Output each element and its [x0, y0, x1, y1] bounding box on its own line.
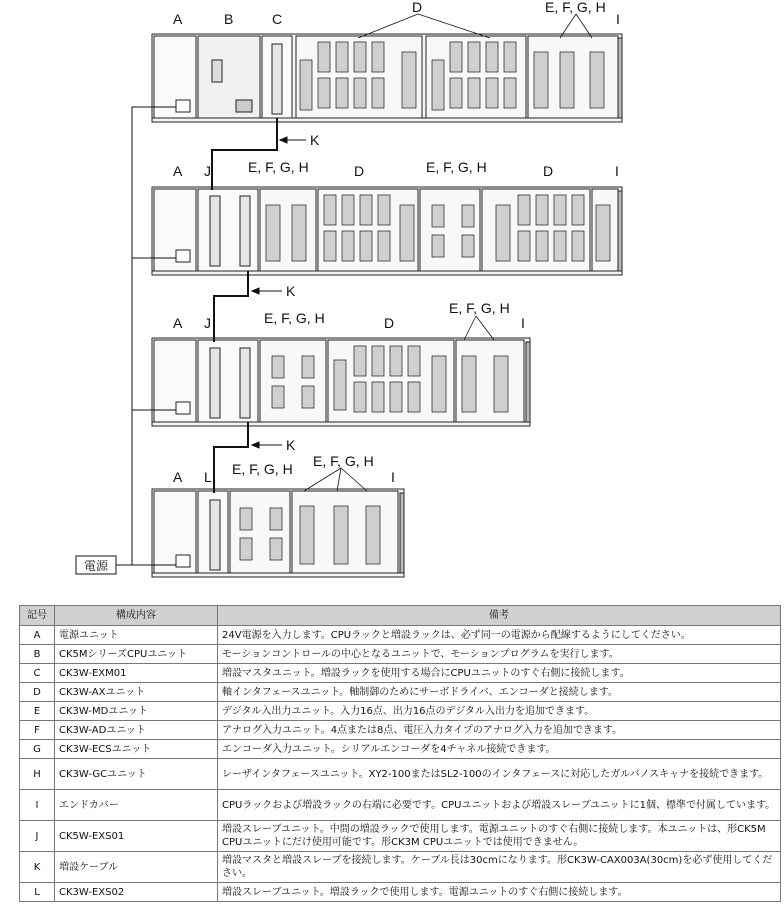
rack-4-labels	[173, 453, 395, 485]
row-symbol: J	[20, 821, 55, 852]
table-row	[20, 759, 781, 790]
row-symbol: E	[20, 702, 55, 721]
row-symbol: G	[20, 740, 55, 759]
table-row	[20, 883, 781, 902]
row-note: デジタル入出力ユニット。入力16点、出力16点のデジタル入出力を追加できます。	[218, 702, 781, 721]
row-symbol: K	[20, 852, 55, 883]
row-note: 24V電源を入力します。CPUラックと増設ラックは、必ず同一の電源から配線するようにしてください。	[218, 626, 781, 645]
header-symbol: 記号	[20, 606, 55, 626]
row-configuration: CK3W-AXユニット	[55, 683, 218, 702]
configuration-table	[19, 605, 781, 902]
label-a: A	[173, 469, 183, 485]
label-i: I	[616, 11, 620, 27]
table-row	[20, 664, 781, 683]
power-label: 電源	[84, 559, 109, 573]
row-symbol: C	[20, 664, 55, 683]
row-configuration: CK3W-EXM01	[55, 664, 218, 683]
table-row	[20, 721, 781, 740]
table-row	[20, 626, 781, 645]
table-row	[20, 645, 781, 664]
row-symbol: A	[20, 626, 55, 645]
power-supply-box	[76, 556, 116, 574]
row-note: モーションコントロールの中心となるユニットで、モーションプログラムを実行します。	[218, 645, 781, 664]
table-row	[20, 790, 781, 821]
rack-2-labels	[173, 159, 619, 179]
row-configuration: 増設ケーブル	[55, 852, 218, 883]
row-note: エンコーダ入力ユニット。シリアルエンコーダを4チャネル接続できます。	[218, 740, 781, 759]
row-configuration: CK3W-ADユニット	[55, 721, 218, 740]
row-symbol: H	[20, 759, 55, 790]
label-k: K	[286, 437, 296, 453]
rack-3-labels	[173, 300, 525, 331]
row-configuration: CK3W-EXS02	[55, 883, 218, 902]
table-row	[20, 852, 781, 883]
label-efgh: E, F, G, H	[264, 310, 325, 326]
row-configuration: 電源ユニット	[55, 626, 218, 645]
row-configuration: CK3W-GCユニット	[55, 759, 218, 790]
label-efgh: E, F, G, H	[449, 300, 510, 316]
row-note: 軸インタフェースユニット。軸制御のためにサーボドライバ、エンコーダと接続します。	[218, 683, 781, 702]
label-d: D	[543, 163, 554, 179]
row-symbol: B	[20, 645, 55, 664]
row-configuration: CK3W-ECSユニット	[55, 740, 218, 759]
label-k: K	[310, 132, 320, 148]
label-l: L	[204, 469, 212, 485]
label-i: I	[521, 315, 525, 331]
label-d: D	[354, 163, 365, 179]
row-symbol: F	[20, 721, 55, 740]
row-symbol: D	[20, 683, 55, 702]
label-efgh: E, F, G, H	[313, 453, 374, 469]
header-configuration: 構成内容	[55, 606, 218, 626]
label-k: K	[286, 283, 296, 299]
table-row	[20, 821, 781, 852]
label-a: A	[173, 163, 183, 179]
label-i: I	[615, 163, 619, 179]
row-configuration: CK5MシリーズCPUユニット	[55, 645, 218, 664]
row-configuration: CK5W-EXS01	[55, 821, 218, 852]
label-d: D	[384, 315, 395, 331]
row-note: CPUラックおよび増設ラックの右端に必要です。CPUユニットおよび増設スレーブユニットに1個、標準で付属しています。	[218, 790, 781, 821]
label-j: J	[204, 315, 211, 331]
label-efgh: E, F, G, H	[248, 159, 309, 175]
row-configuration: エンドカバー	[55, 790, 218, 821]
row-note: レーザインタフェースユニット。XY2-100またはSL2-100のインタフェースに対応したガルバノスキャナを接続できます。	[218, 759, 781, 790]
label-j: J	[204, 163, 211, 179]
row-configuration: CK3W-MDユニット	[55, 702, 218, 721]
label-a: A	[173, 11, 183, 27]
label-efgh: E, F, G, H	[426, 159, 487, 175]
table-row	[20, 702, 781, 721]
table-header-row	[20, 606, 781, 626]
header-notes: 備考	[218, 606, 781, 626]
table-row	[20, 683, 781, 702]
row-note: 増設スレーブユニット。増設ラックで使用します。電源ユニットのすぐ右側に接続します。	[218, 883, 781, 902]
label-c: C	[272, 11, 283, 27]
label-a: A	[173, 315, 183, 331]
label-d: D	[412, 0, 423, 15]
rack-1	[152, 34, 622, 122]
label-efgh: E, F, G, H	[232, 461, 293, 477]
label-efgh: E, F, G, H	[545, 0, 606, 15]
row-symbol: L	[20, 883, 55, 902]
row-note: アナログ入力ユニット。4点または8点、電圧入力タイプのアナログ入力を追加できます。	[218, 721, 781, 740]
row-note: 増設スレーブユニット。中間の増設ラックで使用します。電源ユニットのすぐ右側に接続します。本ユニットは、形CK5M CPUユニットにだけ使用可能です。形CK3M CPUユニットでは使用できません。	[218, 821, 781, 852]
table-row	[20, 740, 781, 759]
row-note: 増設マスタと増設スレーブを接続します。ケーブル長は30cmになります。形CK3W-CAX003A(30cm)を必ず使用してください。	[218, 852, 781, 883]
label-b: B	[224, 11, 234, 27]
label-i: I	[391, 469, 395, 485]
row-symbol: I	[20, 790, 55, 821]
row-note: 増設マスタユニット。増設ラックを使用する場合にCPUユニットのすぐ右側に接続します。	[218, 664, 781, 683]
